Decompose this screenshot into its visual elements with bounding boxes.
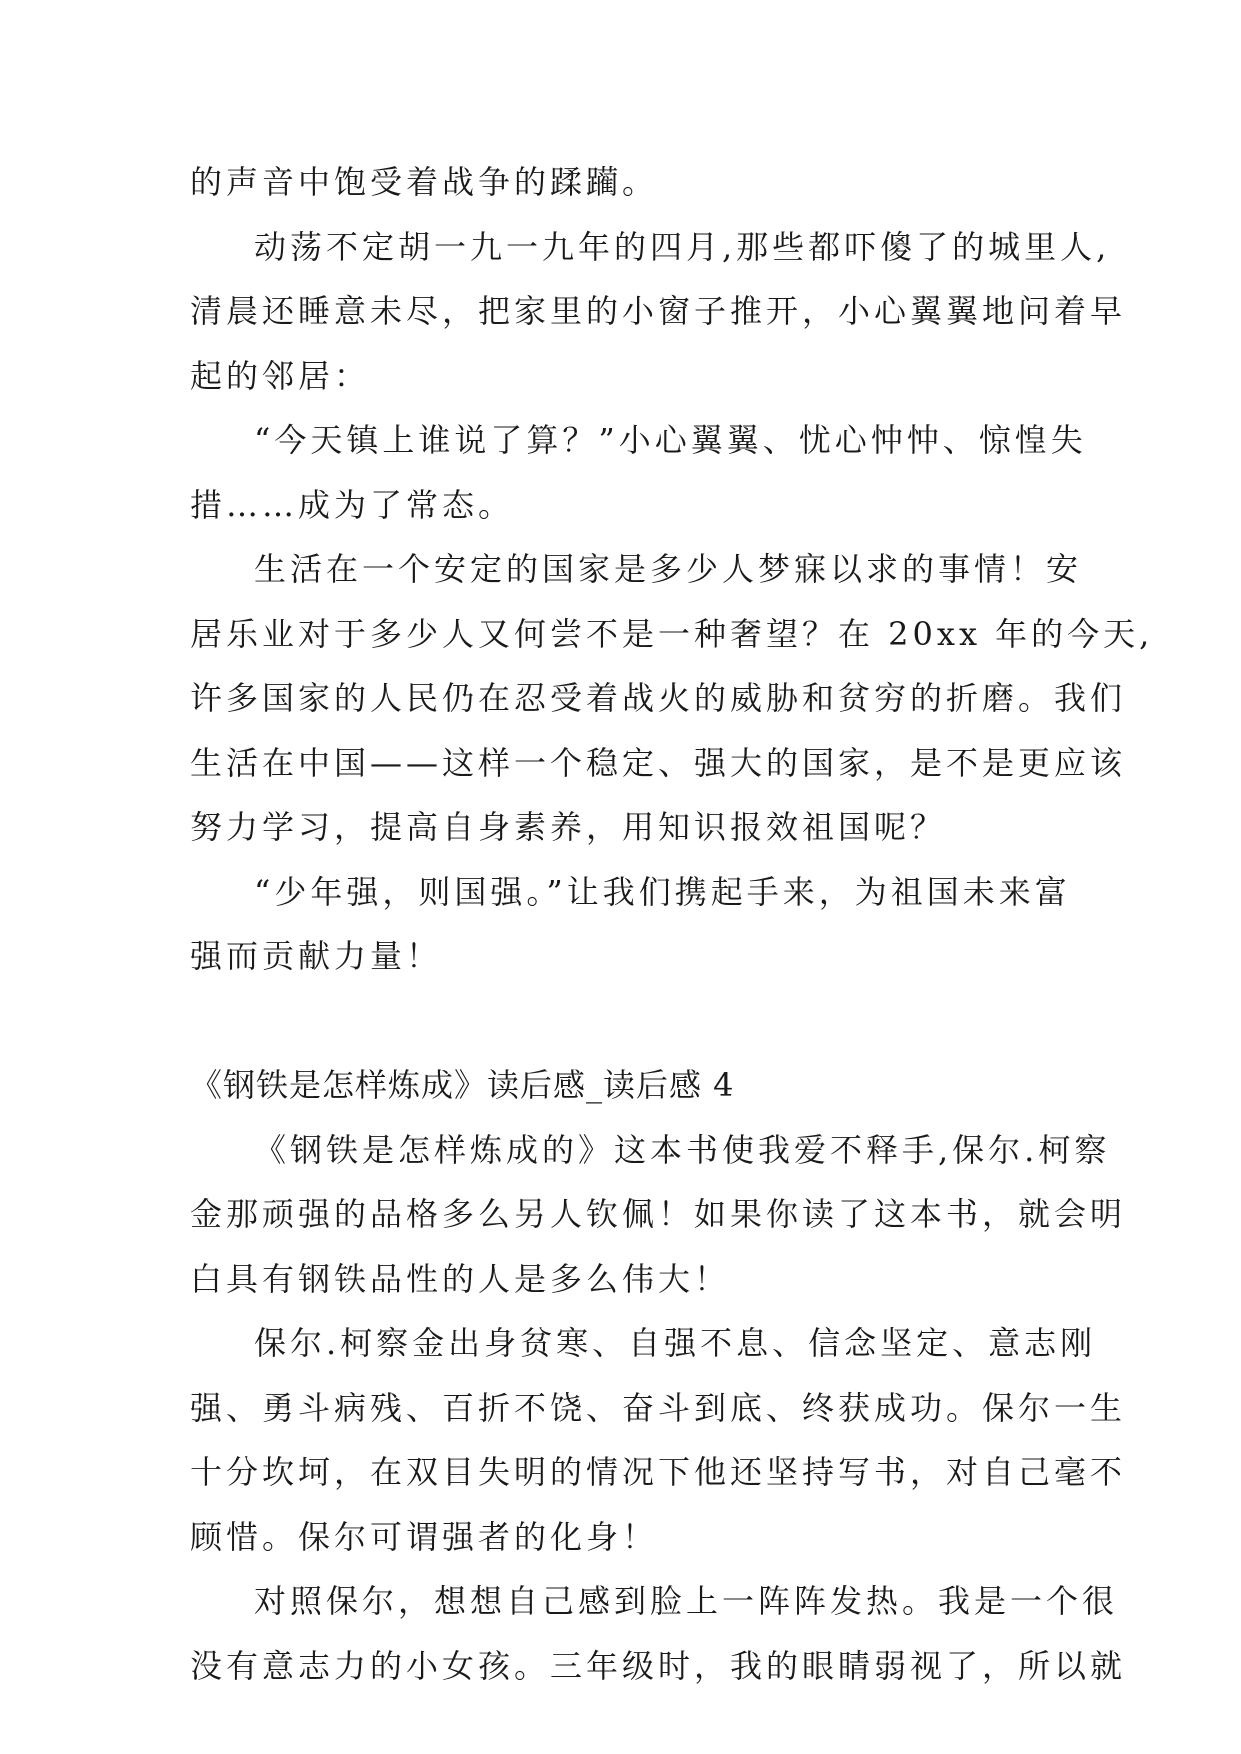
- paragraph-line: 金那顽强的品格多么另人钦佩！如果你读了这本书，就会明: [190, 1195, 1127, 1233]
- paragraph-line: 生活在一个安定的国家是多少人梦寐以求的事情！安: [254, 550, 1083, 588]
- paragraph-line: 白具有钢铁品性的人是多么伟大！: [190, 1259, 731, 1298]
- section-title: 《钢铁是怎样炼成》读后感_读后感 4: [190, 1066, 735, 1104]
- paragraph-line: 生活在中国——这样一个稳定、强大的国家，是不是更应该: [190, 743, 1127, 782]
- paragraph-line: 清晨还睡意未尽，把家里的小窗子推开，小心翼翼地问着早: [190, 292, 1127, 330]
- paragraph-line: 保尔.柯察金出身贫寒、自强不息、信念坚定、意志刚: [254, 1324, 1097, 1362]
- paragraph-line: 《钢铁是怎样炼成的》这本书使我爱不释手,保尔.柯察: [254, 1130, 1111, 1169]
- paragraph-line: 强而贡献力量！: [190, 937, 443, 975]
- paragraph-line: 顾惜。保尔可谓强者的化身！: [190, 1517, 659, 1556]
- paragraph-line: “今天镇上谁说了算？”小心翼翼、忧心忡忡、惊惶失: [254, 421, 1087, 459]
- paragraph-line: 居乐业对于多少人又何尝不是一种奢望？在 20xx 年的今天,: [190, 614, 1154, 653]
- paragraph-line: 的声音中饱受着战争的蹂躏。: [190, 163, 659, 201]
- paragraph-line: 动荡不定胡一九一九年的四月,那些都吓傻了的城里人,: [254, 227, 1111, 266]
- paragraph-line: 没有意志力的小女孩。三年级时，我的眼睛弱视了，所以就: [190, 1646, 1127, 1685]
- paragraph-line: 起的邻居：: [190, 356, 371, 395]
- paragraph-line: 强、勇斗病残、百折不饶、奋斗到底、终获成功。保尔一生: [190, 1388, 1127, 1427]
- paragraph-line: 许多国家的人民仍在忍受着战火的威胁和贫穷的折磨。我们: [190, 679, 1127, 717]
- paragraph-line: 努力学习，提高自身素养，用知识报效祖国呢？: [190, 808, 947, 846]
- document-body: [190, 150, 1154, 1698]
- paragraph-line: 对照保尔，想想自己感到脸上一阵阵发热。我是一个很: [254, 1582, 1119, 1620]
- paragraph-line: 十分坎坷，在双目失明的情况下他还坚持写书，对自己毫不: [190, 1453, 1127, 1491]
- section-spacer: [190, 989, 1060, 1054]
- paragraph-line: 措……成为了常态。: [190, 485, 515, 524]
- paragraph-line: “少年强，则国强。”让我们携起手来，为祖国未来富: [254, 872, 1071, 911]
